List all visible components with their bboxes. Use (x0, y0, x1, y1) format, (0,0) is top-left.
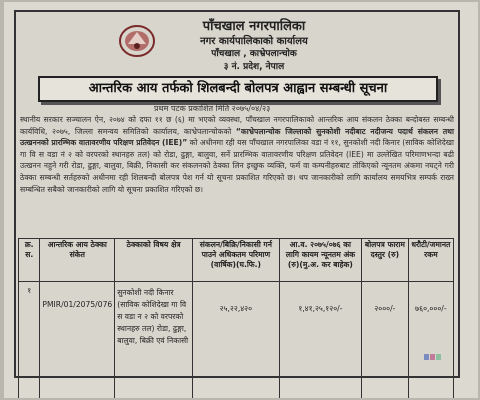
header-quantity: संकलन/बिक्रि/निकासी गर्न पाउने अधिकतम परिमाण (वार्षिक)(घ.फि.) (192, 239, 279, 282)
cell-min-amount: १,४१,२५,१२०/- (279, 282, 361, 399)
cell-sn: १ (19, 282, 40, 399)
table-header-row (19, 239, 454, 282)
header-subject: ठेक्काको विषय क्षेत्र (115, 239, 193, 282)
body-text-part2: को अधीनमा रही यस पाँचखाल नगरपालिका वडा नं ११, सुनकोशी नदी किनार (साविक कोशिदेखा गा वि स वडा नं २ को वरपरको स्थानहरु तल) को रोडा, ढुङ्गा, बालुवा, सर्ने प्रारम्भिक वातावरणीय परिक्षण प्रतिवेदन (IEE) मा उल्लेखित परिमाणभन्दा बढी उत्खनन नहुने गरी रोडा, ढुङ्गा, बालुवा, बिक्री, निकासी कर संकलनको ठेक्का लिन इच्छुक व्यक्ति, फर्म वा कम्पनीहरुबाट तोकिएको न्यूनतम अंकमा नघट्ने गरी ठेक्का सम्बन्धी सर्तहरुको अधीनमा रही शिलबन्दी बोलपत्र पेश गर्न यो सूचना प्रकाशित गरिएको छ। थप जानकारीको लागि कार्यालय समयभित्र सम्पर्क राख्न सम्बन्धित सबैको जानकारीको लागि यो सूचना प्रकाशित गरिएको छ। (20, 138, 454, 194)
office-name: नगर कार्यपालिकाको कार्यालय (200, 36, 308, 47)
cell-form-fee: २०००/- (362, 282, 409, 399)
header-min-amount: आ.व. २०७५/०७६ का लागि कायम न्यूनतम अंक (रु)(मु.अ. कर बाहेक) (279, 239, 361, 282)
body-text-part1: स्थानीय सरकार सञ्चालन ऐन, २०७४ को दफा ११ छ (६) मा भएको व्यवस्था, पाँचखाल नगरपालिकाको आन्तरिक आय संकलन ठेक्का बन्दोबस्त सम्बन्धी कार्यविधि, २०७५, जिल्ला समन्वय समितिको कार्यालय, काभ्रेपलान्चोकको (20, 115, 454, 136)
newspaper-clipping (4, 2, 478, 398)
table-row (19, 282, 454, 399)
cell-deposit: ७६०,०००/- (408, 282, 453, 399)
notice-title-banner: आन्तरिक आय तर्फको शिलबन्दी बोलपत्र आह्वान सम्बन्धी सूचना (38, 76, 438, 102)
header-sn: क्र. स. (19, 239, 40, 282)
cell-quantity: २५,२२,४२० (192, 282, 279, 399)
header-form-fee: बोलपत्र फाराम दस्तुर (रु) (362, 239, 409, 282)
header-code: आन्तरिक आय ठेक्का संकेत (40, 239, 115, 282)
publish-date: प्रथम पटक प्रकाशित मिति २०७५/०४/२३ (154, 104, 271, 113)
office-location: पाँचखाल , काभ्रेपलान्चोक (211, 49, 297, 59)
municipality-name: पाँचखाल नगरपालिका (202, 19, 306, 34)
header-deposit: धरौटी/जमानत रकम (408, 239, 453, 282)
cell-code: PMIR/01/2075/076 (40, 282, 115, 399)
tender-table (18, 238, 454, 398)
corner-mark (424, 354, 446, 360)
province-line: ३ नं. प्रदेश, नेपाल (223, 62, 285, 72)
body-text-highlight: “काभ्रेपलान्चोक जिल्लाको सुनकोशी नदीबाट नदीजन्य पदार्थ संकलन तथा उत्खननको प्रारम्भिक वातावरणीय परिक्षण प्रतिवेदन (IEE)” (20, 126, 455, 148)
nepal-emblem-logo (118, 24, 156, 58)
notice-body (20, 114, 454, 195)
cell-subject: सुनकोशी नदी किनार (साविक कोशिदेखा गा वि स वडा न २ को वरपरको स्थानहरु तल) रोडा, ढुङ्गा, बालुवा, बिक्री एवं निकासी (115, 282, 193, 399)
